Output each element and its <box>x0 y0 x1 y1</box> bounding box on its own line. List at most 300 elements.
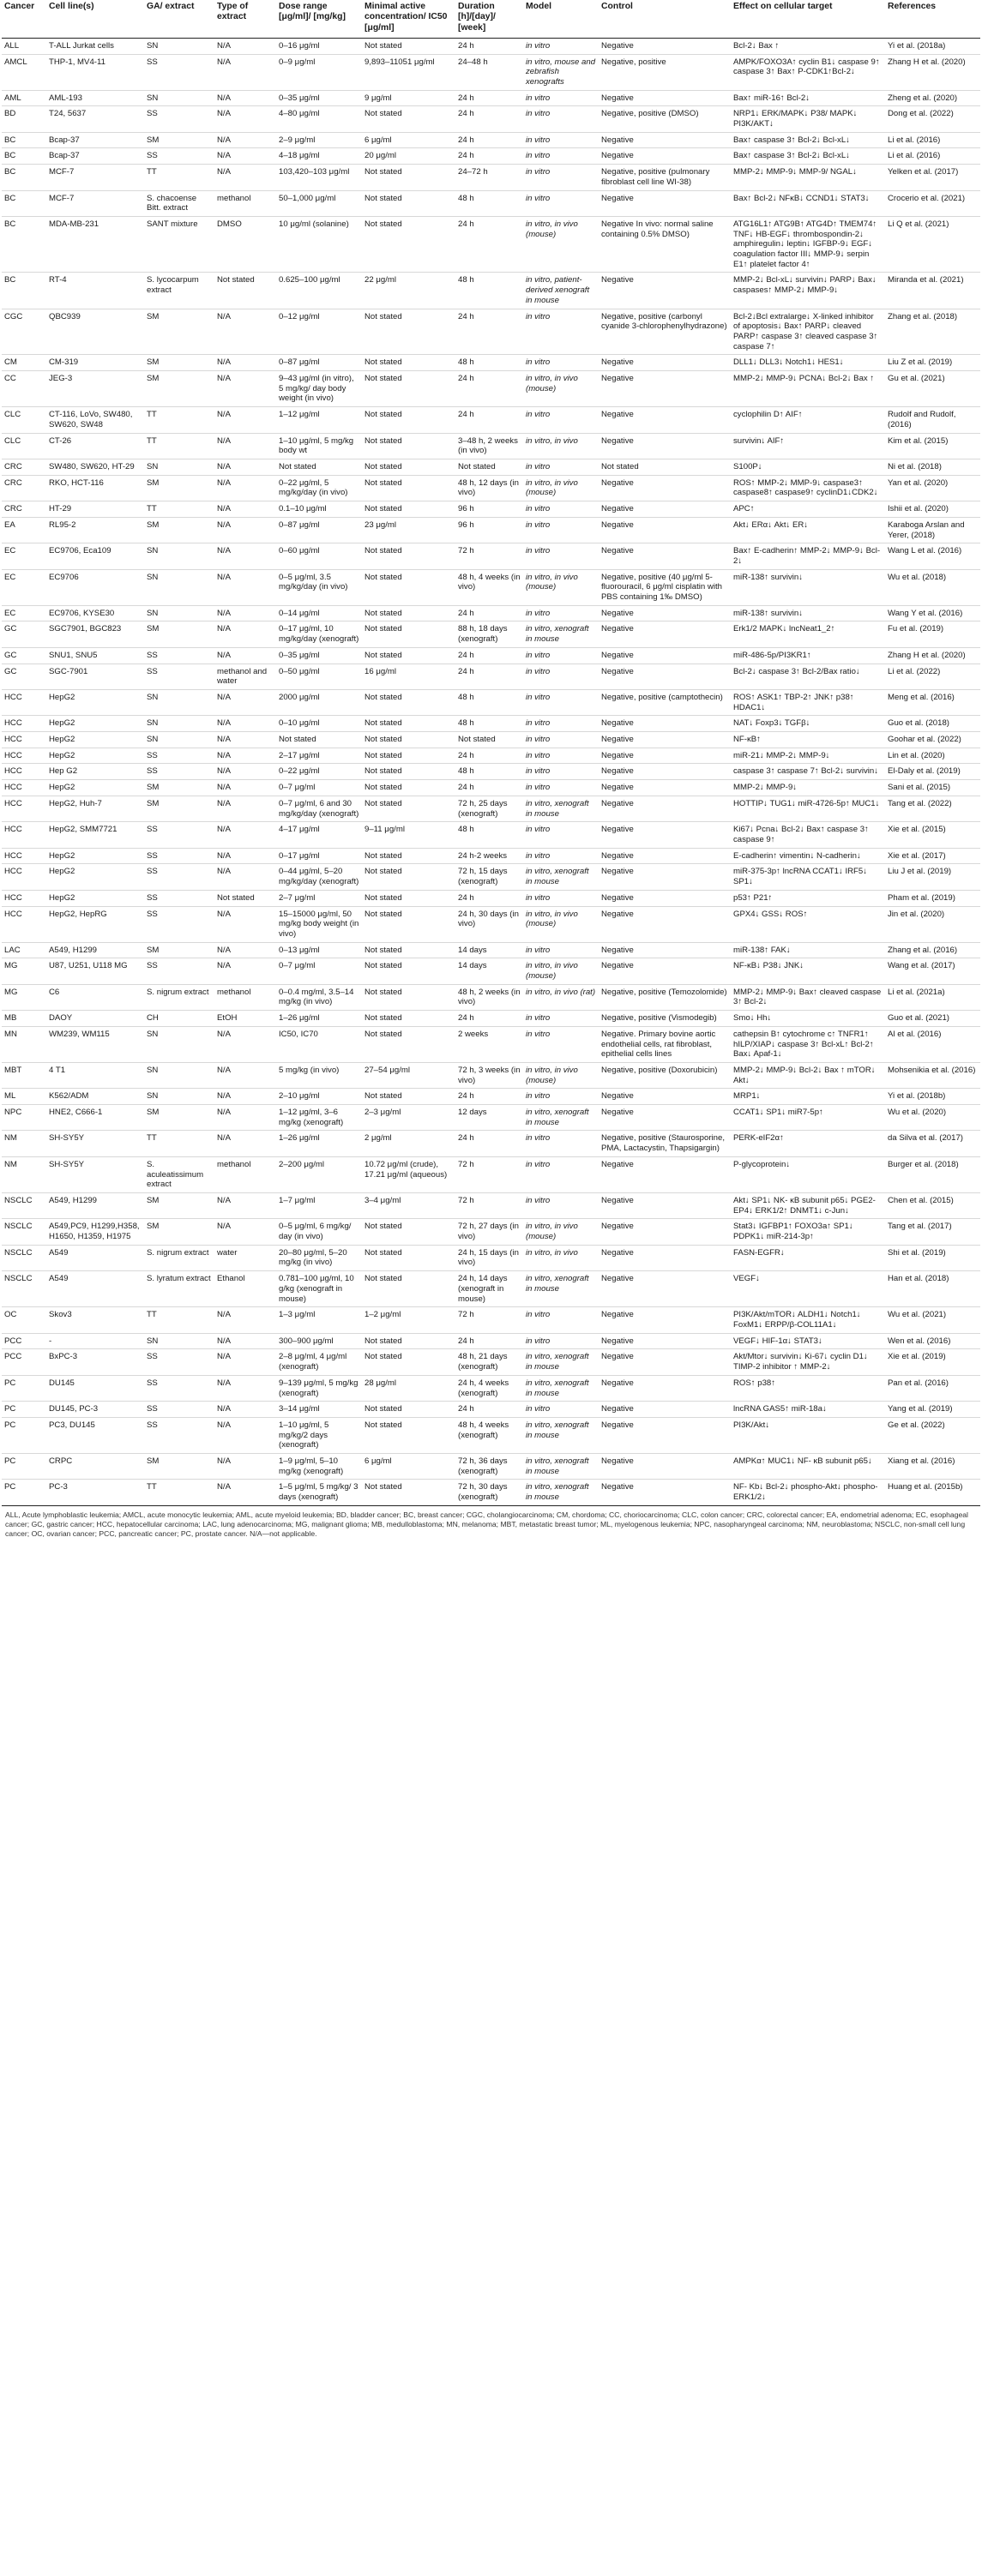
duration-cell: 12 days <box>455 1105 523 1131</box>
effect-cell: Bax↑ miR-16↑ Bcl-2↓ <box>731 90 885 106</box>
extract-cell: TT <box>144 1131 214 1156</box>
reference-cell: Guo et al. (2018) <box>885 716 980 732</box>
extract-type-cell: N/A <box>214 1402 276 1418</box>
active-concentration-cell: Not stated <box>362 543 455 569</box>
model-cell: in vitro <box>523 543 599 569</box>
cell-lines-cell: A549 <box>46 1245 144 1270</box>
effect-cell: PERK-eIF2α↑ <box>731 1131 885 1156</box>
model-cell: in vitro <box>523 459 599 476</box>
control-cell: Negative, positive (Staurosporine, PMA, Lactacystin, Thapsigargin) <box>599 1131 731 1156</box>
effect-cell: PI3K/Akt/mTOR↓ ALDH1↓ Notch1↓ FoxM1↓ ERPP/β-COL11A1↓ <box>731 1307 885 1333</box>
dose-range-cell: 0.625–100 μg/ml <box>276 273 362 309</box>
cancer-cell: MG <box>2 984 46 1010</box>
cell-lines-cell: AML-193 <box>46 90 144 106</box>
reference-cell: Meng et al. (2016) <box>885 689 980 715</box>
duration-cell: Not stated <box>455 732 523 748</box>
reference-cell: Zhang H et al. (2020) <box>885 54 980 90</box>
reference-cell: Wu et al. (2018) <box>885 569 980 605</box>
extract-cell: SN <box>144 1062 214 1088</box>
cell-lines-cell: HepG2 <box>46 716 144 732</box>
reference-cell: Wang Y et al. (2016) <box>885 605 980 621</box>
extract-type-cell: N/A <box>214 148 276 165</box>
extract-type-cell: methanol <box>214 190 276 216</box>
cancer-cell: PC <box>2 1402 46 1418</box>
cancer-cell: NSCLC <box>2 1192 46 1218</box>
duration-cell: 72 h, 3 weeks (in vivo) <box>455 1062 523 1088</box>
dose-range-cell: 0–17 μg/ml, 10 mg/kg/day (xenograft) <box>276 621 362 647</box>
cell-lines-cell: T-ALL Jurkat cells <box>46 38 144 54</box>
cancer-cell: ALL <box>2 38 46 54</box>
table-row <box>2 475 980 501</box>
model-cell: in vitro <box>523 1402 599 1418</box>
model-cell: in vitro, xenograft in mouse <box>523 1349 599 1375</box>
reference-cell: Wang L et al. (2016) <box>885 543 980 569</box>
cancer-cell: HCC <box>2 890 46 906</box>
extract-type-cell: N/A <box>214 1131 276 1156</box>
cell-lines-cell: RL95-2 <box>46 517 144 543</box>
model-cell: in vitro, xenograft in mouse <box>523 864 599 890</box>
duration-cell: 24 h <box>455 1131 523 1156</box>
extract-type-cell: N/A <box>214 605 276 621</box>
reference-cell: Tang et al. (2022) <box>885 796 980 821</box>
duration-cell: 24 h <box>455 90 523 106</box>
effect-cell: ATG16L1↑ ATG9B↑ ATG4D↑ TMEM74↑ TNF↓ HB-EGF↓ thrombospondin-2↓ amphiregulin↓ leptin↓ IGFBP-9↓ EGF↓ coagulation factor III↓ MMP-9↓ serpin E1↑ platelet factor 4↑ <box>731 216 885 273</box>
dose-range-cell: 0–14 μg/ml <box>276 605 362 621</box>
control-cell: Negative <box>599 1454 731 1480</box>
table-row <box>2 165 980 190</box>
duration-cell: 24 h <box>455 664 523 689</box>
duration-cell: 14 days <box>455 942 523 958</box>
model-cell: in vitro, in vivo (mouse) <box>523 1062 599 1088</box>
reference-cell: Zhang et al. (2018) <box>885 309 980 355</box>
active-concentration-cell: Not stated <box>362 1402 455 1418</box>
reference-cell: Ge et al. (2022) <box>885 1417 980 1453</box>
column-header: GA/ extract <box>144 0 214 38</box>
extract-type-cell: N/A <box>214 132 276 148</box>
column-header: Model <box>523 0 599 38</box>
model-cell: in vitro <box>523 407 599 433</box>
duration-cell: 96 h <box>455 517 523 543</box>
active-concentration-cell: Not stated <box>362 1349 455 1375</box>
reference-cell: Zhang et al. (2016) <box>885 942 980 958</box>
cancer-cell: NM <box>2 1131 46 1156</box>
cell-lines-cell: U87, U251, U118 MG <box>46 958 144 984</box>
model-cell: in vitro, in vivo (mouse) <box>523 216 599 273</box>
extract-type-cell: N/A <box>214 543 276 569</box>
duration-cell: 24 h <box>455 38 523 54</box>
table-footnote: ALL, Acute lymphoblastic leukemia; AMCL, acute monocytic leukemia; AML, acute myeloid leukemia; BD, bladder cancer; BC, breast cancer; CGC, cholangiocarcinoma; CM, chordoma; CC, choriocarcinoma; CLC, colon cancer; CRC, colorectal cancer; EA, endometrial adenoma; EC, esophageal cancer; GC, gastric cancer; HCC, hepatocellular carcinoma; LAC, lung adenocarcinoma; MG, malignant glioma; MB, medulloblastoma; MN, melanoma; MBT, metastatic breast tumor; ML, myelogenous leukemia; NPC, nasopharyngeal carcinoma; NM, neuroblastoma; NSCLC, non-small cell lung cancer; OC, ovarian cancer; PCC, pancreatic cancer; PC, prostate cancer. N/A—not applicable. <box>5 1510 968 1539</box>
table-row <box>2 38 980 54</box>
effect-cell: MMP-2↓ MMP-9↓ Bax↑ cleaved caspase 3↑ Bcl-2↓ <box>731 984 885 1010</box>
extract-cell: SS <box>144 848 214 864</box>
cancer-cell: CC <box>2 371 46 407</box>
duration-cell: 24 h-2 weeks <box>455 848 523 864</box>
extract-cell: SS <box>144 822 214 848</box>
table-row <box>2 1089 980 1105</box>
model-cell: in vitro <box>523 664 599 689</box>
active-concentration-cell: Not stated <box>362 716 455 732</box>
duration-cell: 48 h, 4 weeks (xenograft) <box>455 1417 523 1453</box>
cancer-cell: NM <box>2 1156 46 1192</box>
effect-cell: VEGF↓ <box>731 1271 885 1307</box>
effect-cell: caspase 3↑ caspase 7↑ Bcl-2↓ survivin↓ <box>731 764 885 780</box>
dose-range-cell: 2–7 μg/ml <box>276 890 362 906</box>
active-concentration-cell: Not stated <box>362 732 455 748</box>
dose-range-cell: 9–139 μg/ml, 5 mg/kg (xenograft) <box>276 1375 362 1401</box>
cancer-cell: PC <box>2 1454 46 1480</box>
reference-cell: Gu et al. (2021) <box>885 371 980 407</box>
extract-cell: SN <box>144 1026 214 1062</box>
reference-cell: Yang et al. (2019) <box>885 1402 980 1418</box>
model-cell: in vitro <box>523 605 599 621</box>
table-row <box>2 1062 980 1088</box>
extract-cell: SS <box>144 148 214 165</box>
table-row <box>2 864 980 890</box>
extract-type-cell: N/A <box>214 958 276 984</box>
duration-cell: 24 h, 4 weeks (xenograft) <box>455 1375 523 1401</box>
dose-range-cell: 0–5 μg/ml, 6 mg/kg/ day (in vivo) <box>276 1219 362 1245</box>
dose-range-cell: 1–12 μg/ml, 3–6 mg/kg (xenograft) <box>276 1105 362 1131</box>
extract-cell: SS <box>144 864 214 890</box>
active-concentration-cell: 6 μg/ml <box>362 132 455 148</box>
extract-cell: SN <box>144 543 214 569</box>
duration-cell: 48 h, 21 days (xenograft) <box>455 1349 523 1375</box>
reference-cell: Rudolf and Rudolf, (2016) <box>885 407 980 433</box>
dose-range-cell: 0–44 μg/ml, 5–20 mg/kg/day (xenograft) <box>276 864 362 890</box>
model-cell: in vitro <box>523 732 599 748</box>
active-concentration-cell: 3–4 μg/ml <box>362 1192 455 1218</box>
cell-lines-cell: HepG2 <box>46 689 144 715</box>
effect-cell: Smo↓ Hh↓ <box>731 1011 885 1027</box>
cancer-cell: CGC <box>2 309 46 355</box>
effect-cell: ROS↑ MMP-2↓ MMP-9↓ caspase3↑ caspase8↑ caspase9↑ cyclinD1↓CDK2↓ <box>731 475 885 501</box>
cancer-cell: NSCLC <box>2 1245 46 1270</box>
control-cell: Negative <box>599 1480 731 1505</box>
column-header: Cell line(s) <box>46 0 144 38</box>
active-concentration-cell: Not stated <box>362 1011 455 1027</box>
effect-cell: Bcl-2↓Bcl extralarge↓ X-linked inhibitor of apoptosis↓ Bax↑ PARP↓ cleaved PARP↑ caspase 3↑ cleaved caspase 3↑ caspase 7↑ <box>731 309 885 355</box>
control-cell: Negative <box>599 1333 731 1349</box>
cancer-cell: PCC <box>2 1333 46 1349</box>
extract-type-cell: N/A <box>214 864 276 890</box>
control-cell: Negative <box>599 90 731 106</box>
control-cell: Negative <box>599 1349 731 1375</box>
duration-cell: 48 h <box>455 764 523 780</box>
cancer-cell: PC <box>2 1480 46 1505</box>
cancer-cell: GC <box>2 664 46 689</box>
duration-cell: 24 h <box>455 132 523 148</box>
effect-cell: HOTTIP↓ TUG1↓ miR-4726-5p↑ MUC1↓ <box>731 796 885 821</box>
extract-type-cell: N/A <box>214 165 276 190</box>
active-concentration-cell: Not stated <box>362 890 455 906</box>
effect-cell: FASN-EGFR↓ <box>731 1245 885 1270</box>
duration-cell: 24 h <box>455 890 523 906</box>
cancer-cell: CLC <box>2 433 46 459</box>
cancer-cell: CM <box>2 355 46 371</box>
extract-type-cell: N/A <box>214 569 276 605</box>
duration-cell: 72 h <box>455 1192 523 1218</box>
cell-lines-cell: HepG2, SMM7721 <box>46 822 144 848</box>
extract-type-cell: N/A <box>214 796 276 821</box>
table-row <box>2 1417 980 1453</box>
table-row <box>2 1333 980 1349</box>
table-row <box>2 309 980 355</box>
effect-cell: miR-375-3p↑ lncRNA CCAT1↓ IRF5↓ SP1↓ <box>731 864 885 890</box>
control-cell: Negative <box>599 1402 731 1418</box>
model-cell: in vitro <box>523 1333 599 1349</box>
model-cell: in vitro, xenograft in mouse <box>523 1105 599 1131</box>
control-cell: Negative <box>599 1156 731 1192</box>
active-concentration-cell: Not stated <box>362 190 455 216</box>
control-cell: Negative <box>599 517 731 543</box>
extract-cell: S. nigrum extract <box>144 1245 214 1270</box>
table-row <box>2 433 980 459</box>
effect-cell: MMP-2↓ MMP-9↓ MMP-9/ NGAL↓ <box>731 165 885 190</box>
active-concentration-cell: Not stated <box>362 165 455 190</box>
column-header: Effect on cellular target <box>731 0 885 38</box>
active-concentration-cell: Not stated <box>362 1089 455 1105</box>
table-row <box>2 132 980 148</box>
cancer-cell: OC <box>2 1307 46 1333</box>
cell-lines-cell: PC-3 <box>46 1480 144 1505</box>
cancer-cell: PCC <box>2 1349 46 1375</box>
table-row <box>2 216 980 273</box>
dose-range-cell: 0–7 μg/ml, 6 and 30 mg/kg/day (xenograft) <box>276 796 362 821</box>
cell-lines-cell: HepG2 <box>46 848 144 864</box>
reference-cell: da Silva et al. (2017) <box>885 1131 980 1156</box>
dose-range-cell: 4–80 μg/ml <box>276 106 362 132</box>
table-row <box>2 459 980 476</box>
model-cell: in vitro <box>523 90 599 106</box>
extract-type-cell: water <box>214 1245 276 1270</box>
model-cell: in vitro, xenograft in mouse <box>523 796 599 821</box>
table-row <box>2 958 980 984</box>
extract-cell: SN <box>144 605 214 621</box>
model-cell: in vitro <box>523 132 599 148</box>
extract-type-cell: N/A <box>214 1026 276 1062</box>
dose-range-cell: 20–80 μg/ml, 5–20 mg/kg (in vivo) <box>276 1245 362 1270</box>
effect-cell: DLL1↓ DLL3↓ Notch1↓ HES1↓ <box>731 355 885 371</box>
cancer-cell: HCC <box>2 732 46 748</box>
control-cell: Negative <box>599 848 731 864</box>
dose-range-cell: 4–18 μg/ml <box>276 148 362 165</box>
model-cell: in vitro <box>523 647 599 664</box>
extract-cell: SS <box>144 106 214 132</box>
duration-cell: 72 h, 27 days (in vivo) <box>455 1219 523 1245</box>
model-cell: in vitro, mouse and zebrafish xenografts <box>523 54 599 90</box>
active-concentration-cell: Not stated <box>362 1417 455 1453</box>
cancer-cell: HCC <box>2 748 46 764</box>
reference-cell: Xie et al. (2015) <box>885 822 980 848</box>
cell-lines-cell: HNE2, C666-1 <box>46 1105 144 1131</box>
dose-range-cell: 0–35 μg/ml <box>276 90 362 106</box>
extract-type-cell: N/A <box>214 517 276 543</box>
extract-cell: SM <box>144 1219 214 1245</box>
control-cell: Not stated <box>599 459 731 476</box>
extract-type-cell: N/A <box>214 90 276 106</box>
extract-type-cell: methanol and water <box>214 664 276 689</box>
control-cell: Negative, positive (Temozolomide) <box>599 984 731 1010</box>
table-row <box>2 543 980 569</box>
active-concentration-cell: 1–2 μg/ml <box>362 1307 455 1333</box>
effect-cell: Akt↓ ERα↓ Akt↓ ER↓ <box>731 517 885 543</box>
duration-cell: 48 h, 2 weeks (in vivo) <box>455 984 523 1010</box>
extract-type-cell: N/A <box>214 780 276 796</box>
control-cell: Negative <box>599 1307 731 1333</box>
duration-cell: 24 h <box>455 1089 523 1105</box>
table-row <box>2 1349 980 1375</box>
model-cell: in vitro <box>523 1307 599 1333</box>
extract-cell: SANT mixture <box>144 216 214 273</box>
reference-cell: Huang et al. (2015b) <box>885 1480 980 1505</box>
active-concentration-cell: 28 μg/ml <box>362 1375 455 1401</box>
dose-range-cell: 10 μg/ml (solanine) <box>276 216 362 273</box>
active-concentration-cell: 23 μg/ml <box>362 517 455 543</box>
extract-type-cell: N/A <box>214 355 276 371</box>
extract-type-cell: N/A <box>214 38 276 54</box>
active-concentration-cell: Not stated <box>362 371 455 407</box>
model-cell: in vitro <box>523 309 599 355</box>
reference-cell: Li et al. (2016) <box>885 132 980 148</box>
extract-cell: SN <box>144 1089 214 1105</box>
duration-cell: 24 h <box>455 1333 523 1349</box>
reference-cell: Xiang et al. (2016) <box>885 1454 980 1480</box>
effect-cell: Ki67↓ Pcna↓ Bcl-2↓ Bax↑ caspase 3↑ caspase 9↑ <box>731 822 885 848</box>
extract-cell: TT <box>144 1480 214 1505</box>
dose-range-cell: 50–1,000 μg/ml <box>276 190 362 216</box>
model-cell: in vitro <box>523 1026 599 1062</box>
model-cell: in vitro <box>523 1131 599 1156</box>
reference-cell: Yan et al. (2020) <box>885 475 980 501</box>
column-header: References <box>885 0 980 38</box>
effect-cell: NRP1↓ ERK/MAPK↓ P38/ MAPK↓ PI3K/AKT↓ <box>731 106 885 132</box>
effect-cell: E-cadherin↑ vimentin↓ N-cadherin↓ <box>731 848 885 864</box>
cancer-cell: HCC <box>2 689 46 715</box>
table-row <box>2 1105 980 1131</box>
extract-type-cell: N/A <box>214 407 276 433</box>
extract-type-cell: N/A <box>214 433 276 459</box>
table-row <box>2 106 980 132</box>
cell-lines-cell: HepG2, Huh-7 <box>46 796 144 821</box>
extract-cell: SN <box>144 716 214 732</box>
model-cell: in vitro <box>523 848 599 864</box>
control-cell: Negative <box>599 475 731 501</box>
model-cell: in vitro <box>523 38 599 54</box>
cell-lines-cell: A549,PC9, H1299,H358, H1650, H1359, H1975 <box>46 1219 144 1245</box>
reference-cell: Ishii et al. (2020) <box>885 501 980 518</box>
extract-type-cell: N/A <box>214 54 276 90</box>
cancer-cell: HCC <box>2 764 46 780</box>
effect-cell: miR-138↑ FAK↓ <box>731 942 885 958</box>
effect-cell: NF- Kb↓ Bcl-2↓ phospho-Akt↓ phospho-ERK1/2↓ <box>731 1480 885 1505</box>
table-row <box>2 1219 980 1245</box>
dose-range-cell: 2–17 μg/ml <box>276 748 362 764</box>
control-cell: Negative <box>599 664 731 689</box>
extract-type-cell: N/A <box>214 1480 276 1505</box>
cell-lines-cell: CM-319 <box>46 355 144 371</box>
extract-cell: SS <box>144 54 214 90</box>
control-cell: Negative <box>599 621 731 647</box>
reference-cell: Goohar et al. (2022) <box>885 732 980 748</box>
active-concentration-cell: Not stated <box>362 748 455 764</box>
reference-cell: Shi et al. (2019) <box>885 1245 980 1270</box>
effect-cell: P-glycoprotein↓ <box>731 1156 885 1192</box>
effect-cell: survivin↓ AIF↑ <box>731 433 885 459</box>
duration-cell: 48 h <box>455 716 523 732</box>
control-cell: Negative <box>599 890 731 906</box>
extract-cell: SS <box>144 764 214 780</box>
duration-cell: 24 h <box>455 407 523 433</box>
duration-cell: 24 h <box>455 106 523 132</box>
dose-range-cell: 103,420–103 μg/ml <box>276 165 362 190</box>
model-cell: in vitro, xenograft in mouse <box>523 1480 599 1505</box>
cell-lines-cell: A549, H1299 <box>46 1192 144 1218</box>
model-cell: in vitro, in vivo (mouse) <box>523 958 599 984</box>
reference-cell: Zheng et al. (2020) <box>885 90 980 106</box>
control-cell: Negative <box>599 864 731 890</box>
cell-lines-cell: 4 T1 <box>46 1062 144 1088</box>
cell-lines-cell: QBC939 <box>46 309 144 355</box>
model-cell: in vitro, in vivo (mouse) <box>523 1219 599 1245</box>
dose-range-cell: 0–0.4 mg/ml, 3.5–14 mg/kg (in vivo) <box>276 984 362 1010</box>
reference-cell: El-Daly et al. (2019) <box>885 764 980 780</box>
duration-cell: 96 h <box>455 501 523 518</box>
reference-cell: Pan et al. (2016) <box>885 1375 980 1401</box>
active-concentration-cell: Not stated <box>362 621 455 647</box>
cancer-cell: MBT <box>2 1062 46 1088</box>
duration-cell: 24 h <box>455 647 523 664</box>
dose-range-cell: IC50, IC70 <box>276 1026 362 1062</box>
active-concentration-cell: 10.72 μg/ml (crude), 17.21 μg/ml (aqueous) <box>362 1156 455 1192</box>
model-cell: in vitro <box>523 106 599 132</box>
table-row <box>2 848 980 864</box>
effect-cell: Bax↑ caspase 3↑ Bcl-2↓ Bcl-xL↓ <box>731 132 885 148</box>
cancer-cell: HCC <box>2 716 46 732</box>
control-cell: Negative <box>599 407 731 433</box>
effect-cell: Akt↓ SP1↓ NK- κB subunit p65↓ PGE2-EP4↓ ERK1/2↑ DNMT1↓ c-Jun↓ <box>731 1192 885 1218</box>
reference-cell: Guo et al. (2021) <box>885 1011 980 1027</box>
extract-cell: SN <box>144 569 214 605</box>
cell-lines-cell: SW480, SW620, HT-29 <box>46 459 144 476</box>
cancer-cell: EC <box>2 569 46 605</box>
dose-range-cell: 15–15000 μg/ml, 50 mg/kg body weight (in vivo) <box>276 906 362 942</box>
cell-lines-cell: HepG2 <box>46 732 144 748</box>
reference-cell: Yi et al. (2018b) <box>885 1089 980 1105</box>
extract-cell: S. aculeatissimum extract <box>144 1156 214 1192</box>
cancer-cell: GC <box>2 647 46 664</box>
table-row <box>2 1375 980 1401</box>
extract-type-cell: N/A <box>214 501 276 518</box>
cell-lines-cell: Bcap-37 <box>46 148 144 165</box>
extract-type-cell: DMSO <box>214 216 276 273</box>
reference-cell: Sani et al. (2015) <box>885 780 980 796</box>
control-cell: Negative <box>599 716 731 732</box>
control-cell: Negative <box>599 796 731 821</box>
dose-range-cell: 1–9 μg/ml, 5–10 mg/kg (xenograft) <box>276 1454 362 1480</box>
extract-cell: SM <box>144 355 214 371</box>
model-cell: in vitro <box>523 1089 599 1105</box>
reference-cell: Tang et al. (2017) <box>885 1219 980 1245</box>
cancer-cell: NPC <box>2 1105 46 1131</box>
table-row <box>2 371 980 407</box>
cell-lines-cell: MDA-MB-231 <box>46 216 144 273</box>
cancer-cell: BC <box>2 148 46 165</box>
table-row <box>2 748 980 764</box>
control-cell: Negative <box>599 906 731 942</box>
dose-range-cell: 0–7 μg/ml <box>276 958 362 984</box>
extract-type-cell: methanol <box>214 984 276 1010</box>
reference-cell: Li Q et al. (2021) <box>885 216 980 273</box>
